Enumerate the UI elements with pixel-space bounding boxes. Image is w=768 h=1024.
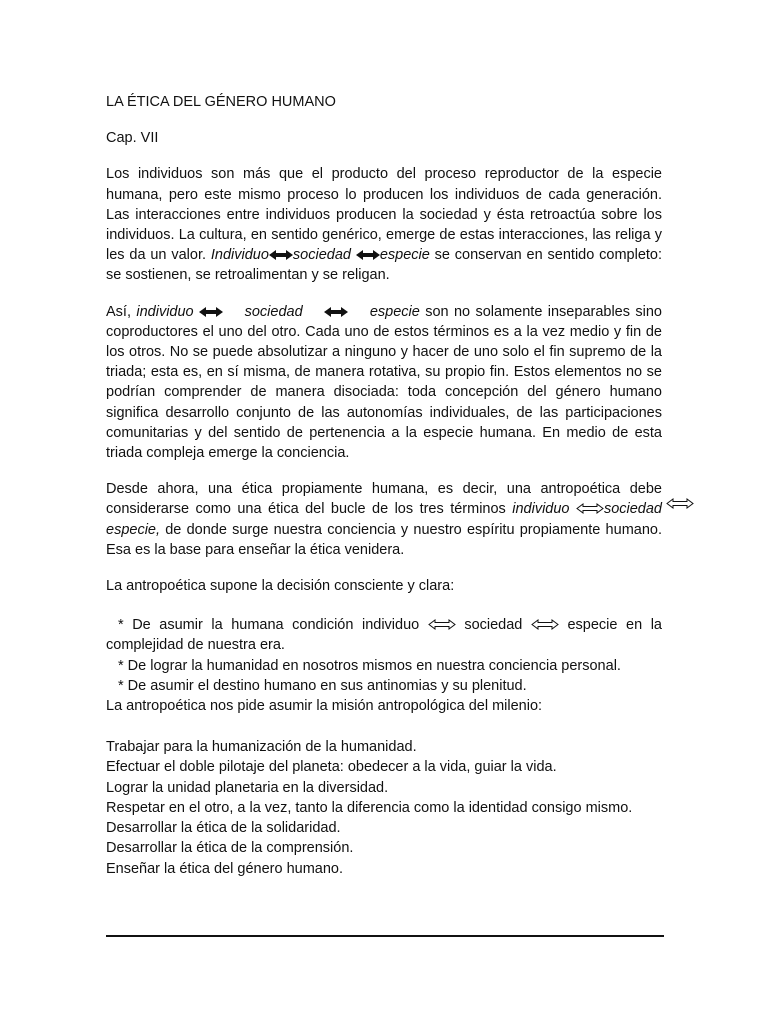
document-title: LA ÉTICA DEL GÉNERO HUMANO [106,94,336,110]
goal-item: Respetar en el otro, a la vez, tanto la diferencia como la identidad consigo mismo. [106,799,633,816]
double-headed-arrow-outline-icon [428,619,456,630]
double-headed-arrow-outline-icon [531,619,559,630]
goals-list [106,737,662,878]
p1-term-individuo: Individuo [210,247,269,264]
p3-term-sociedad: sociedad [603,501,662,518]
bullet-3 [106,676,662,696]
p3-term-especie: especie, [106,521,161,538]
p2-term-sociedad: sociedad [244,303,303,320]
bullet-1-lead: * De asumir la humana condición individuo [118,617,428,634]
chapter-label: Cap. VII [106,130,159,147]
p2-term-individuo: individuo [136,303,194,320]
bullet-1 [106,615,662,655]
double-headed-arrow-outline-icon [576,503,604,514]
goal-item: Desarrollar la ética de la solidaridad. [106,820,341,837]
double-headed-arrow-solid-icon [199,307,223,317]
goal-item: Lograr la unidad planetaria en la diversidad. [106,779,389,796]
p1-term-sociedad: sociedad [292,247,351,264]
goal-item: Efectuar el doble pilotaje del planeta: obedecer a la vida, guiar la vida. [106,759,557,776]
p1-text: Los individuos son más que el producto del proceso reproductor de la especie humana, pero este mismo proceso lo producen los individuos de cada generación. Las interacciones entre individuos producen la sociedad y ésta retroactúa sobre los individuos. La cultura, en sentido genérico, emerge de estas interacciones, las religa y les da un valor. [106,166,662,264]
p3-lead: Desde ahora, una ética propiamente humana, es decir, una antropoética debe considerarse como una ética del bucle de los tres términos [106,481,662,518]
p1-tail: se conservan en sentido completo: se sostienen, se retroalimentan y se religan. [106,247,663,284]
double-headed-arrow-solid-icon [269,250,293,260]
bullet-1-sociedad: sociedad [455,617,531,634]
bullet-2 [106,656,662,676]
p1-term-especie: especie [379,247,430,264]
goal-item: Trabajar para la humanización de la humanidad. [106,739,417,756]
goal-item: Desarrollar la ética de la comprensión. [106,840,354,857]
paragraph-4: La antropoética supone la decisión consciente y clara: [106,578,455,595]
goal-item: Enseñar la ética del género humano. [106,860,343,877]
bullet-3-text: * De asumir el destino humano en sus antinomias y su plenitud. [118,677,527,694]
footer-rule [106,935,664,937]
paragraph-1 [106,164,662,285]
p3-tail: de donde surge nuestra conciencia y nuestro espíritu propiamente humano. Esa es la base para enseñar la ética venidera. [106,521,662,558]
p2-term-especie: especie [369,303,420,320]
p2-tail: son no solamente inseparables sino coproductores el uno del otro. Cada uno de estos términos es a la vez medio y fin de los otros. No se puede absolutizar a ninguno y hacer de uno solo el fin supremo de la triada; esta es, en sí misma, de manera rotativa, su propio fin. Estos elementos no se podrían comprender de manera disociada: toda concepción del género humano significa desarrollo conjunto de las autonomías individuales, de las participaciones comunitarias y del sentido de pertenencia a la especie humana. En medio de esta triada compleja emerge la conciencia. [106,303,662,462]
p3-term-individuo: individuo [512,501,570,518]
paragraph-5: La antropoética nos pide asumir la misión antropológica del milenio: [106,698,543,715]
paragraph-3 [106,479,662,560]
paragraph-2 [106,302,662,464]
double-headed-arrow-outline-icon [666,498,694,509]
double-headed-arrow-solid-icon [356,250,380,260]
double-headed-arrow-solid-icon [324,307,348,317]
bullet-2-text: * De lograr la humanidad en nosotros mismos en nuestra conciencia personal. [118,657,621,674]
document-page [106,92,662,879]
bullet-1-tail: especie en la complejidad de nuestra era. [106,617,662,654]
p2-lead: Así, [106,303,137,320]
